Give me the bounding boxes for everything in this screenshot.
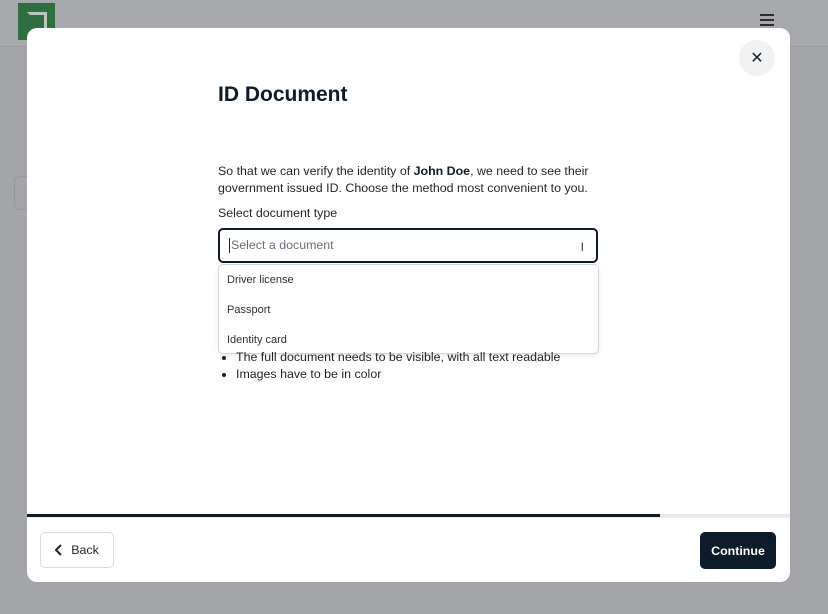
text-cursor-icon: I [580, 240, 584, 254]
list-item: • Images have to be in color [236, 366, 560, 383]
modal-description: So that we can verify the identity of John Doe, we need to see their government issued ID. Choose the method most convenient to you. [218, 164, 589, 195]
document-type-select[interactable] [218, 228, 598, 263]
option-driver-license[interactable]: Driver license [227, 274, 294, 286]
hamburger-menu-icon[interactable] [760, 14, 774, 29]
modal-title: ID Document [218, 83, 348, 106]
option-passport[interactable]: Passport [227, 304, 271, 316]
close-button[interactable] [739, 40, 775, 76]
select-placeholder: Select a document [231, 238, 334, 252]
back-button[interactable]: Back [40, 532, 114, 568]
chevron-left-icon [55, 544, 63, 556]
document-type-dropdown [218, 264, 599, 354]
close-icon: ✕ [750, 50, 764, 67]
option-identity-card[interactable]: Identity card [227, 334, 287, 346]
continue-button[interactable]: Continue [700, 532, 776, 569]
document-type-label: Select document type [218, 206, 338, 220]
user-name: John Doe [413, 164, 471, 178]
list-item: • The full document needs to be visible, with all text readable [236, 349, 560, 366]
id-document-modal [27, 28, 790, 582]
requirements-list [218, 349, 560, 383]
